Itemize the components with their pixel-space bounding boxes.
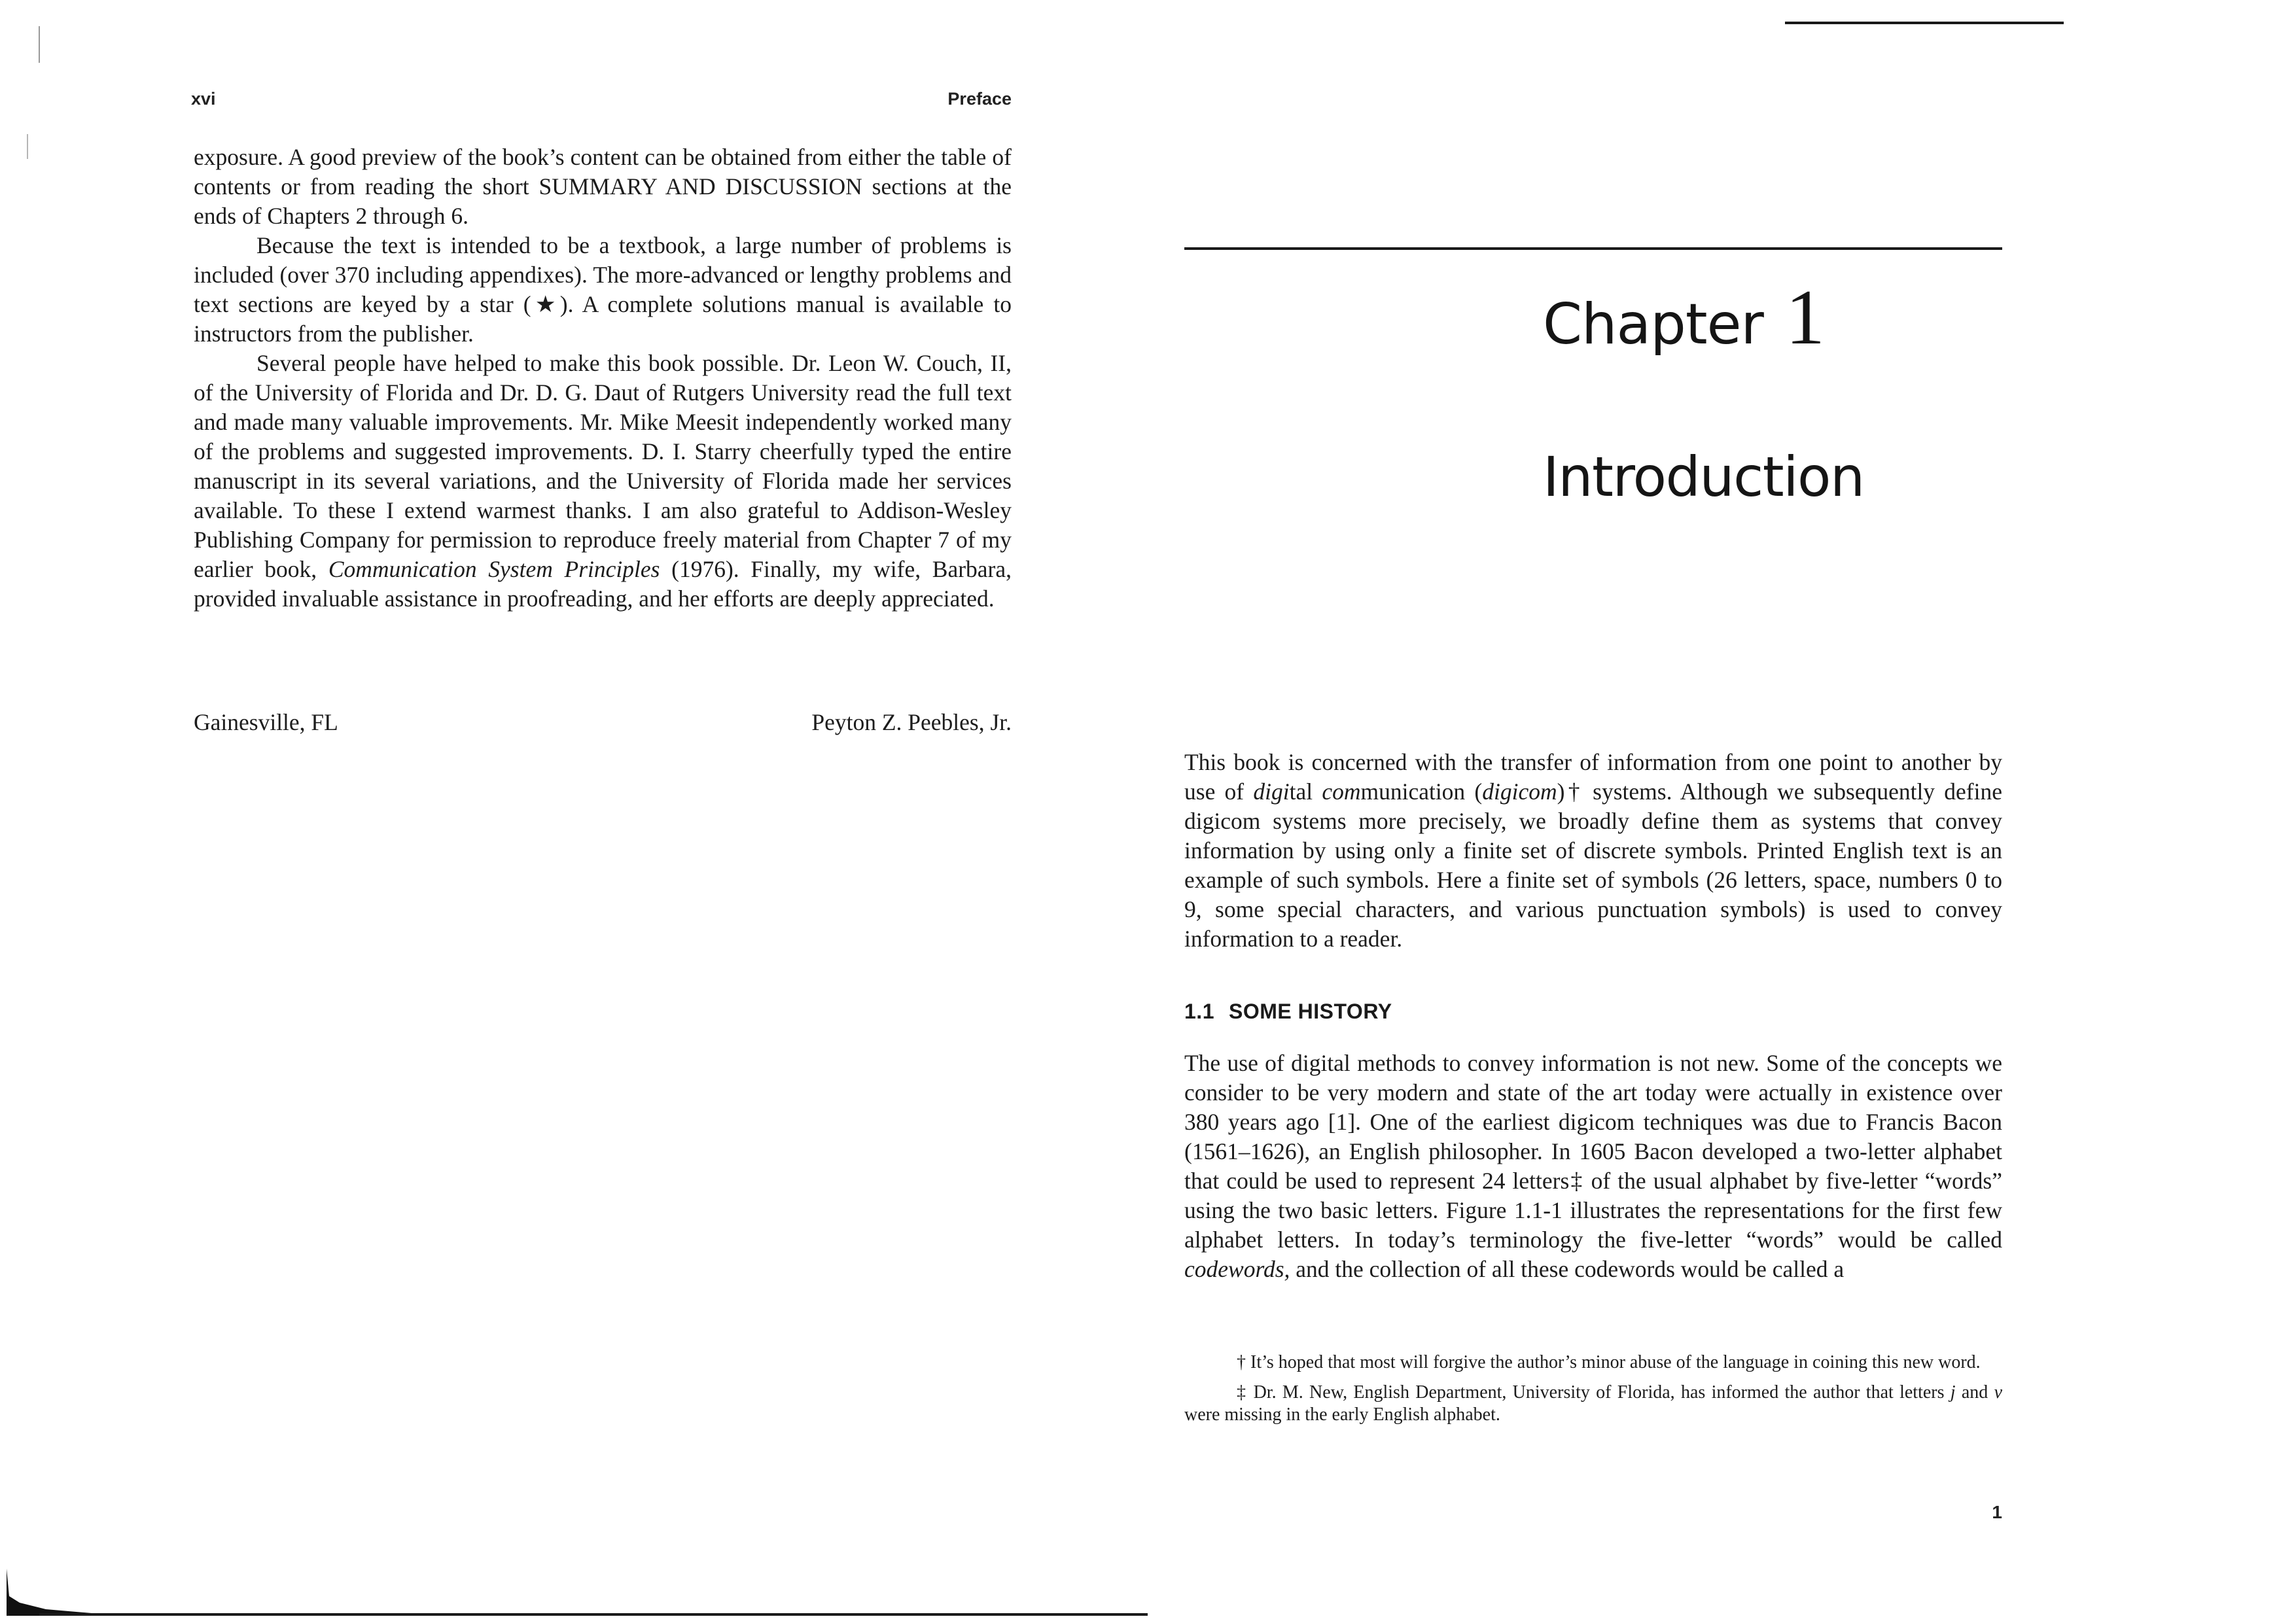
paragraph-text: Several people have helped to make this book possible. Dr. Leon W. Couch, II, of the University of Florida and Dr. D. G. Daut of Rutgers University read the full text and made many valuable improvements. Mr. Mike Meesit independently worked many of the problems and suggested improvements. D. I. Starry cheerfully typed the entire manuscript in its several variations, and the University of Florida made her services available. To these I extend warmest thanks. I am also grateful to Addison-Wesley Publishing Company for permission to reproduce freely material from Chapter 7 of my earlier book, bbox=[194, 350, 1012, 582]
preface-body bbox=[194, 143, 1012, 614]
footnote-text: and bbox=[1955, 1382, 1994, 1403]
section-heading bbox=[1184, 1000, 1392, 1024]
chapter-number: 1 bbox=[1785, 273, 1824, 360]
paragraph-text: tal bbox=[1289, 778, 1322, 805]
running-head-page-number: xvi bbox=[191, 89, 216, 109]
scan-corner-artifact bbox=[0, 1557, 1148, 1621]
running-head-title: Preface bbox=[947, 89, 1012, 109]
right-page bbox=[1148, 0, 2296, 1621]
paragraph: Because the text is intended to be a textbook, a large number of problems is included (over 370 including appendixes). The more-advanced or lengthy problems and text sections are keyed by a star (★). A complete solutions manual is available to instructors from the publisher. bbox=[194, 232, 1012, 347]
book-title: Communication System Principles bbox=[328, 556, 660, 582]
paragraph-text: (1976). Finally, my wife, Barbara, provided invaluable assistance in proofreading, and her efforts are deeply appreciated. bbox=[194, 556, 1012, 612]
paragraph bbox=[1184, 1049, 2002, 1284]
footnote-text: were missing in the early English alphabet. bbox=[1184, 1404, 1500, 1425]
section-body bbox=[1184, 1049, 2002, 1284]
folio: 1 bbox=[1992, 1502, 2002, 1522]
paragraph: exposure. A good preview of the book’s content can be obtained from either the table of contents or from reading the short SUMMARY AND DISCUSSION sections at the ends of Chapters 2 through 6. bbox=[194, 144, 1012, 229]
signature-place: Gainesville, FL bbox=[194, 709, 338, 735]
section-title: SOME HISTORY bbox=[1228, 1000, 1392, 1023]
emphasis: j bbox=[1950, 1382, 1956, 1403]
footnote bbox=[1184, 1351, 2002, 1374]
emphasis: codewords, bbox=[1184, 1256, 1290, 1282]
emphasis: com bbox=[1322, 778, 1361, 805]
chapter-label bbox=[1543, 275, 1824, 367]
footnote bbox=[1184, 1382, 2002, 1426]
scan-edge-mark bbox=[39, 26, 40, 63]
emphasis: digicom bbox=[1482, 778, 1557, 805]
paragraph-text: The use of digital methods to convey information is not new. Some of the concepts we consider to be very modern and state of the art today were actually in existence over 380 years ago [1]. One of the earliest digicom techniques was due to Francis Bacon (1561–1626), an English philosopher. In 1605 Bacon developed a two-letter alphabet that could be used to represent 24 letters‡ of the usual alphabet by five-letter “words” using the two basic letters. Figure 1.1-1 illustrates the representations for the first few alphabet letters. In today’s terminology the five-letter “words” would be called bbox=[1184, 1050, 2002, 1253]
chapter-title: Introduction bbox=[1543, 445, 1864, 509]
scan-top-rule bbox=[1785, 22, 2064, 24]
chapter-word: Chapter bbox=[1543, 292, 1763, 357]
paragraph-text: munication ( bbox=[1360, 778, 1483, 805]
emphasis: digi bbox=[1253, 778, 1290, 805]
paragraph-text: )† systems. Although we subsequently define digicom systems more precisely, we broadly define them as systems that convey information by using only a finite set of discrete symbols. Printed English text is an example of such symbols. Here a finite set of symbols (26 letters, space, numbers 0 to 9, some special characters, and various punctuation symbols) is used to convey information to a reader. bbox=[1184, 778, 2002, 952]
footnote-mark: ‡ bbox=[1237, 1382, 1248, 1403]
footnote-mark: † bbox=[1237, 1352, 1246, 1372]
paragraph-text: and the collection of all these codewords would be called a bbox=[1290, 1256, 1845, 1282]
paragraph bbox=[194, 349, 1012, 614]
paragraph-text: This book is concerned with the transfer of information from one point to another by use of bbox=[1184, 749, 2002, 805]
paragraph bbox=[1184, 748, 2002, 954]
scan-edge-mark bbox=[27, 134, 28, 159]
emphasis: v bbox=[1994, 1382, 2003, 1403]
intro-paragraph bbox=[1184, 748, 2002, 954]
chapter-rule bbox=[1184, 247, 2002, 250]
section-number: 1.1 bbox=[1184, 1000, 1214, 1023]
footnote-text: Dr. M. New, English Department, University of Florida, has informed the author that letters bbox=[1247, 1382, 1951, 1403]
footnote-text: It’s hoped that most will forgive the author’s minor abuse of the language in coining this new word. bbox=[1246, 1352, 1981, 1372]
footnotes bbox=[1184, 1351, 2002, 1434]
signature-author: Peyton Z. Peebles, Jr. bbox=[811, 709, 1012, 735]
